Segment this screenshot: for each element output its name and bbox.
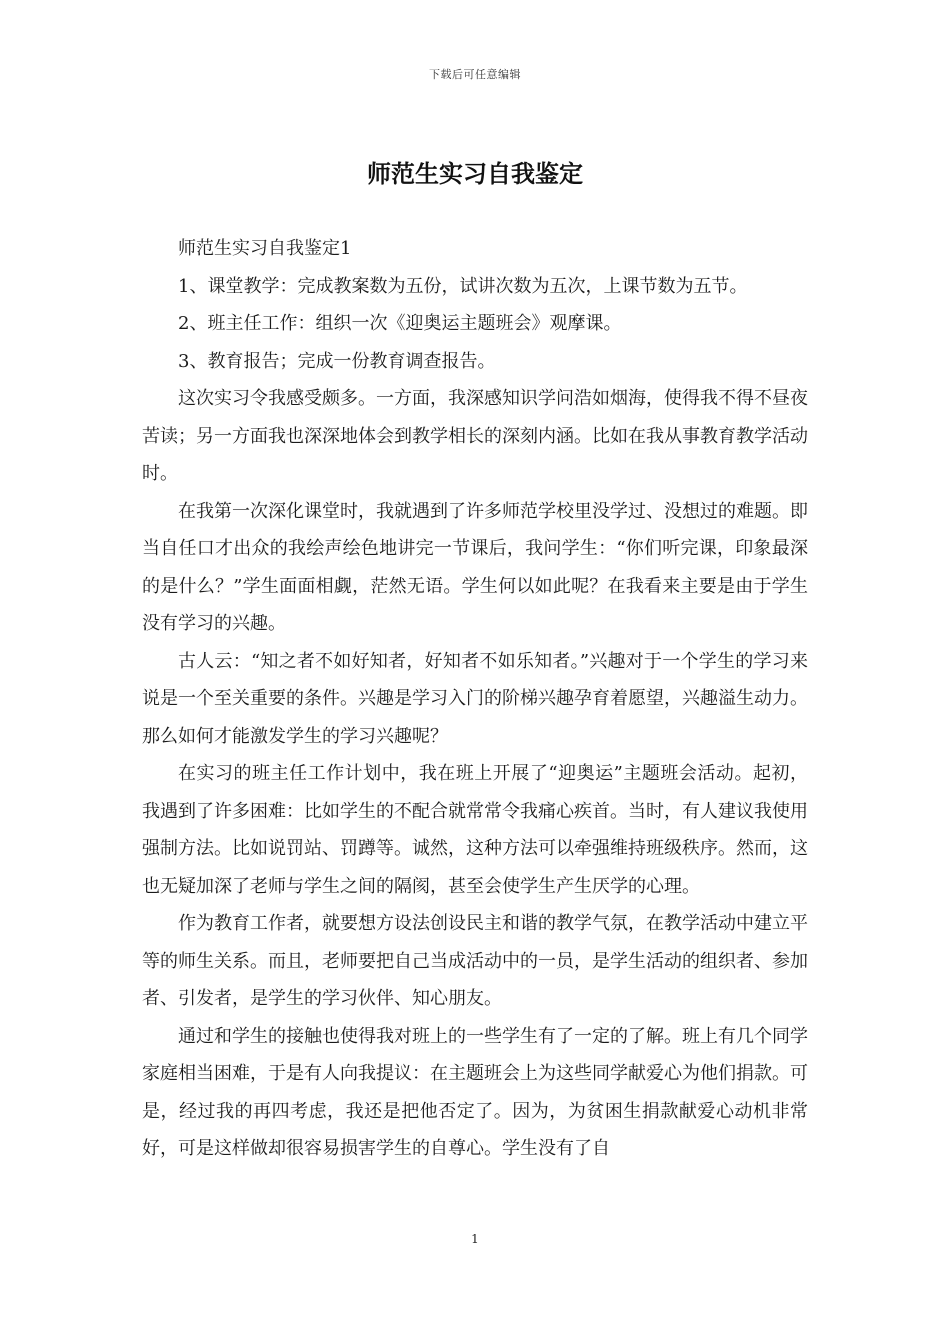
paragraph: 在实习的班主任工作计划中，我在班上开展了“迎奥运”主题班会活动。起初，我遇到了许多困难：比如学生的不配合就常常令我痛心疾首。当时，有人建议我使用强制方法。比如说罚站、罚蹲等。诚然，这种方法可以牵强维持班级秩序。然而，这也无疑加深了老师与学生之间的隔阂，甚至会使学生产生厌学的心理。: [142, 763, 808, 897]
document-title: 师范生实习自我鉴定: [367, 159, 583, 188]
paragraph: 1、课堂教学：完成教案数为五份，试讲次数为五次，上课节数为五节。: [178, 275, 748, 297]
paragraph: 古人云：“知之者不如好知者，好知者不如乐知者。”兴趣对于一个学生的学习来说是一个至关重要的条件。兴趣是学习入门的阶梯兴趣孕育着愿望，兴趣溢生动力。那么如何才能激发学生的学习兴趣呢？: [142, 650, 808, 747]
paragraph: 作为教育工作者，就要想方设法创设民主和谐的教学气氛，在教学活动中建立平等的师生关系。而且，老师要把自己当成活动中的一员，是学生活动的组织者、参加者、引发者，是学生的学习伙伴、知心朋友。: [142, 913, 808, 1009]
header-note: 下载后可任意编辑: [429, 68, 521, 81]
paragraph: 2、班主任工作：组织一次《迎奥运主题班会》观摩课。: [178, 313, 622, 334]
paragraph: 在我第一次深化课堂时，我就遇到了许多师范学校里没学过、没想过的难题。即当自任口才出众的我绘声绘色地讲完一节课后，我问学生：“你们听完课，印象最深的是什么？”学生面面相觑，茫然无语。学生何以如此呢？在我看来主要是由于学生没有学习的兴趣。: [142, 500, 808, 634]
document-body: [142, 230, 808, 1168]
paragraph: 这次实习令我感受颇多。一方面，我深感知识学问浩如烟海，使得我不得不昼夜苦读；另一方面我也深深地体会到教学相长的深刻内涵。比如在我从事教育教学活动时。: [142, 388, 808, 484]
paragraph: 3、教育报告；完成一份教育调查报告。: [178, 350, 496, 372]
subtitle-paragraph: 师范生实习自我鉴定1: [178, 238, 352, 259]
paragraph: 通过和学生的接触也使得我对班上的一些学生有了一定的了解。班上有几个同学家庭相当困难，于是有人向我提议：在主题班会上为这些同学献爱心为他们捐款。可是，经过我的再四考虑，我还是把他否定了。因为，为贫困生捐款献爱心动机非常好，可是这样做却很容易损害学生的自尊心。学生没有了自: [142, 1025, 808, 1159]
page-number: 1: [471, 1232, 479, 1246]
